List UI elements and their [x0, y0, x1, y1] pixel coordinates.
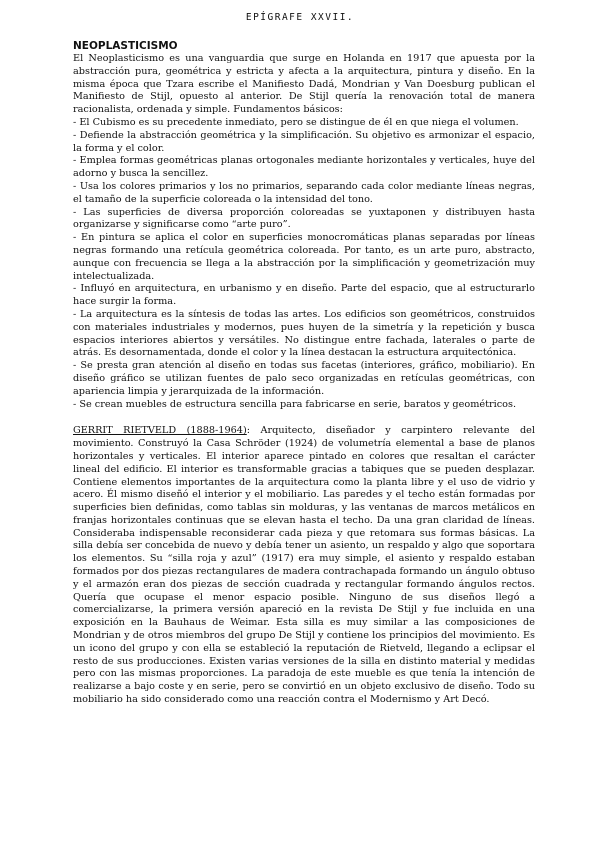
list-item: - En pintura se aplica el color en superficies monocromáticas planas separadas por líneas negras formando una retícula geométrica coloreada. Por tanto, es un arte puro, abstracto, aunque con frecuencia se llega a la abstracción por la simplificación y geometrización muy intelectualizada. [73, 232, 535, 282]
list-item: - Se crean muebles de estructura sencilla para fabricarse en serie, baratos y geométricos. [73, 398, 517, 410]
list-item: - Se presta gran atención al diseño en todas sus facetas (interiores, gráfico, mobiliario). En diseño gráfico se utilizan fuentes de palo seco organizadas en retículas geométricas, con apariencia limpia y jerarquizada de la información. [73, 360, 535, 397]
rietveld-paragraph [73, 425, 535, 707]
section-title: NEOPLASTICISMO [73, 40, 178, 52]
list-item: - La arquitectura es la síntesis de todas las artes. Los edificios son geométricos, construidos con materiales industriales y modernos, pues huyen de la simetría y la repetición y busca espacios interiores abiertos y versátiles. No distingue entre fachada, laterales o parte de atrás. Es desornamentada, donde el color y la línea destacan la estructura arquitectónica. [73, 308, 535, 359]
artist-name: GERRIT RIETVELD (1888-1964) [73, 425, 247, 437]
list-item: - Defiende la abstracción geométrica y la simplificación. Su objetivo es armonizar el espacio, la forma y el color. [73, 129, 535, 154]
list-item: - El Cubismo es su precedente inmediato, pero se distingue de él en que niega el volumen. [73, 116, 519, 128]
list-item: - Influyó en arquitectura, en urbanismo y en diseño. Parte del espacio, que al estructurarlo hace surgir la forma. [73, 283, 535, 308]
fundamentals-list [73, 117, 535, 411]
rietveld-text: : Arquitecto, diseñador y carpintero relevante del movimiento. Construyó la Casa Schröder (1924) de volumetría elemental a base de planos horizontales y verticales. El interior aparece pintado en colores que resaltan el carácter lineal del edificio. El interior es transformable gracias a tabiques que se pueden desplazar. Contiene elementos importantes de la arquitectura como la planta libre y el uso de vidrio y acero. Él mismo diseñó el interior y el mobiliario. Las paredes y el techo están formadas por superficies bien definidas, como tablas sin molduras, y las ventanas de marcos metálicos en franjas horizontales continuas que se elevan hasta el techo. Da una gran claridad de líneas. Consideraba indispensable reconsiderar cada pieza y que retomara sus formas básicas. La silla debía ser concebida de nuevo y debía tener un asiento, un respaldo y algo que soportara los elementos. Su “silla roja y azul” (1917) era muy simple, el asiento y respaldo estaban formados por dos piezas rectangulares de madera contrachapada formando un ángulo obtuso y el armazón eran dos piezas de sección cuadrada y rectangular formando ángulos rectos. Quería que ocupase el menor espacio posible. Ninguno de sus diseños llegó a comercializarse, la primera versión apareció en la revista De Stijl y fue incluida en una exposición en la Bauhaus de Weimar. Esta silla es muy similar a las composiciones de Mondrian y de otros miembros del grupo De Stijl y contiene los principios del movimiento. Es un icono del grupo y con ella se estableció la reputación de Rietveld, llegando a eclipsar el resto de sus producciones. Existen varias versiones de la silla en distinto material y medidas pero con las mismas proporciones. La paradoja de este mueble es que tenía la intención de realizarse a bajo coste y en serie, pero se convirtió en un objeto exclusivo de diseño. Todo su mobiliario ha sido considerado como una reacción contra el Modernismo y Art Decó. [73, 425, 535, 706]
list-item: - Las superficies de diversa proporción coloreadas se yuxtaponen y distribuyen hasta organizarse y significarse como “arte puro”. [73, 206, 535, 231]
intro-paragraph: El Neoplasticismo es una vanguardia que surge en Holanda en 1917 que apuesta por la abstracción pura, geométrica y estricta y afecta a la arquitectura, pintura y diseño. En la misma época que Tzara escribe el Manifiesto Dadá, Mondrian y Van Doesburg publican el Manifiesto de Stijl, opuesto al anterior. De Stijl quería la renovación total de manera racionalista, ordenada y simple. Fundamentos básicos: [73, 53, 535, 116]
list-item: - Usa los colores primarios y los no primarios, separando cada color mediante líneas negras, el tamaño de la superficie coloreada o la intensidad del tono. [73, 180, 535, 205]
document-body [73, 40, 535, 707]
list-item: - Emplea formas geométricas planas ortogonales mediante horizontales y verticales, huye del adorno y busca la sencillez. [73, 155, 535, 180]
page-header: EPÍGRAFE XXVII. [245, 12, 355, 23]
section-spacer [73, 411, 535, 425]
